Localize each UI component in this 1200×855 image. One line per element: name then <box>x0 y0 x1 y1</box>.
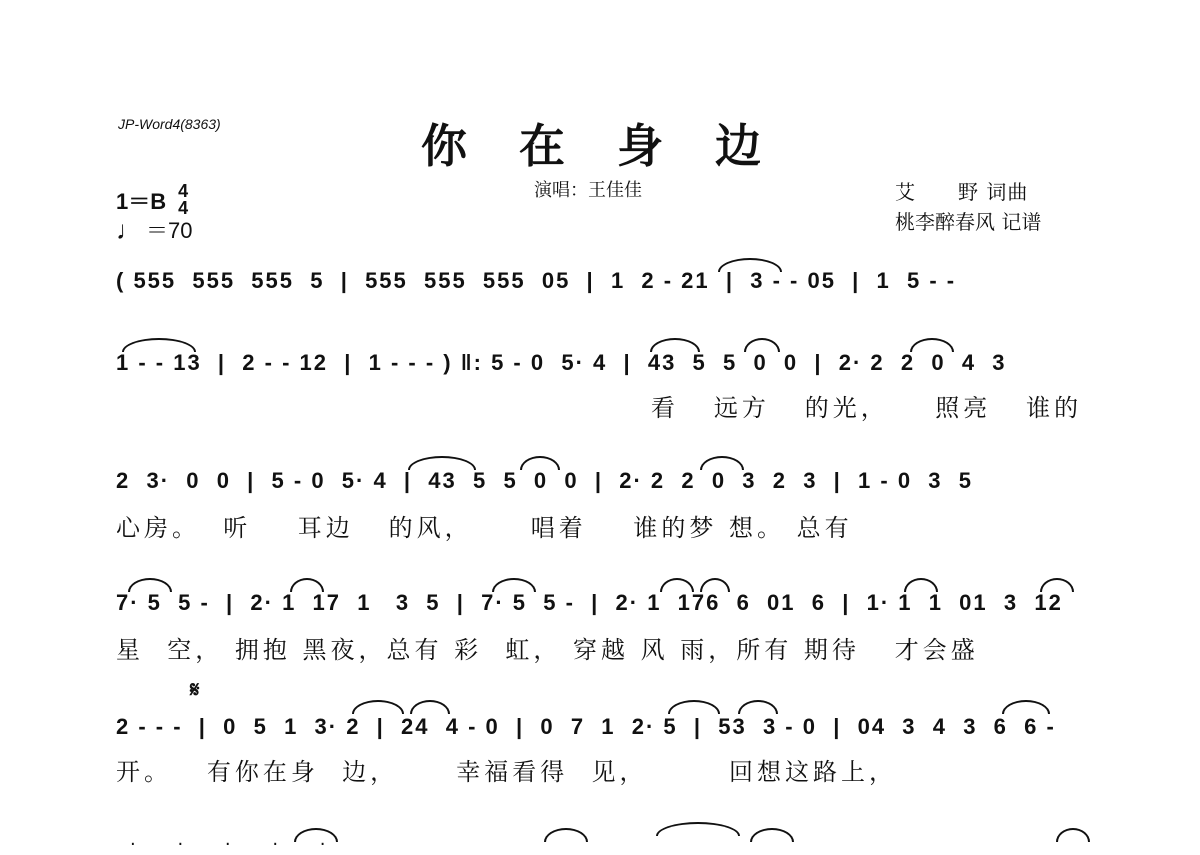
slur-mark <box>408 456 476 470</box>
slur-mark <box>718 258 782 272</box>
slur-mark <box>352 700 404 714</box>
slur-mark <box>660 578 694 592</box>
staff-line-2: 1 - - 13 | 2 - - 12 | 1 - - - ) ‖: 5 - 0 5· 4 | 43 5 5 0 0 | 2· 2 2 0 4 3 <box>116 350 1007 375</box>
lyrics-line-5: 开。 有你在身 边， 幸福看得 见， 回想这路上， <box>116 758 897 786</box>
credit-transcriber: 桃李醉春风 记谱 <box>895 210 1042 234</box>
singer-line: 演唱：王佳佳 <box>534 180 642 201</box>
slur-mark <box>744 338 780 352</box>
slur-mark <box>1056 828 1090 842</box>
lyrics-line-3: 心房。 听 耳边 的风， 唱着 谁的梦 想。 总有 <box>116 514 853 542</box>
staff-line-3: 2 3· 0 0 | 5 - 0 5· 4 | 43 5 5 0 0 | 2· 2 2 0 3 2 3 | 1 - 0 3 5 <box>116 468 973 493</box>
credit-composer: 艾 野 词曲 <box>895 180 1029 204</box>
slur-mark <box>1002 700 1050 714</box>
slur-mark <box>128 578 172 592</box>
slur-mark <box>738 700 778 714</box>
slur-mark <box>700 578 730 592</box>
time-sig-bottom: 4 <box>178 198 189 218</box>
lyrics-line-2: 看 远方 的光， 照亮 谁的 <box>116 394 1083 422</box>
quarter-note-icon: ♩ <box>116 214 142 245</box>
key-label: 1＝B <box>116 188 167 214</box>
slur-mark <box>668 700 720 714</box>
staff-line-1: ( 555 555 555 5 | 555 555 555 05 | 1 2 - 21 | 3 - - 05 | 1 5 - - <box>116 268 957 293</box>
cutoff-staff-dots: · · · · · <box>130 834 344 855</box>
slur-mark <box>750 828 794 842</box>
staff-line-4: 7· 5 5 - | 2· 1 17 1 3 5 | 7· 5 5 - | 2· 1 176 6 01 6 | 1· 1 1 01 3 12 <box>116 590 1063 615</box>
slur-mark <box>656 822 740 836</box>
slur-mark <box>290 578 324 592</box>
slur-mark <box>410 700 450 714</box>
slur-mark <box>122 338 196 352</box>
slur-mark <box>492 578 536 592</box>
software-label: JP-Word4(8363) <box>118 116 221 132</box>
slur-mark <box>910 338 954 352</box>
slur-mark <box>700 456 744 470</box>
song-title: 你 在 身 边 <box>420 119 780 173</box>
staff-line-5: 2 - - - | 0 5 1 3· 2 | 24 4 - 0 | 0 7 1 2· 5 | 53 3 - 0 | 04 3 4 3 6 6 - <box>116 714 1056 739</box>
time-signature <box>178 183 188 217</box>
time-sig-top: 4 <box>178 181 189 201</box>
segno-icon: 𝄋 <box>190 678 200 703</box>
slur-mark <box>650 338 700 352</box>
slur-mark <box>520 456 560 470</box>
slur-mark <box>1040 578 1074 592</box>
lyrics-line-4: 星 空， 拥抱 黑夜，总有 彩 虹， 穿越 风 雨，所有 期待 才会盛 <box>116 636 979 664</box>
tempo-value: ＝70 <box>146 218 193 243</box>
key-signature <box>116 183 188 217</box>
tempo-mark <box>116 214 192 245</box>
slur-mark <box>544 828 588 842</box>
slur-mark <box>904 578 938 592</box>
